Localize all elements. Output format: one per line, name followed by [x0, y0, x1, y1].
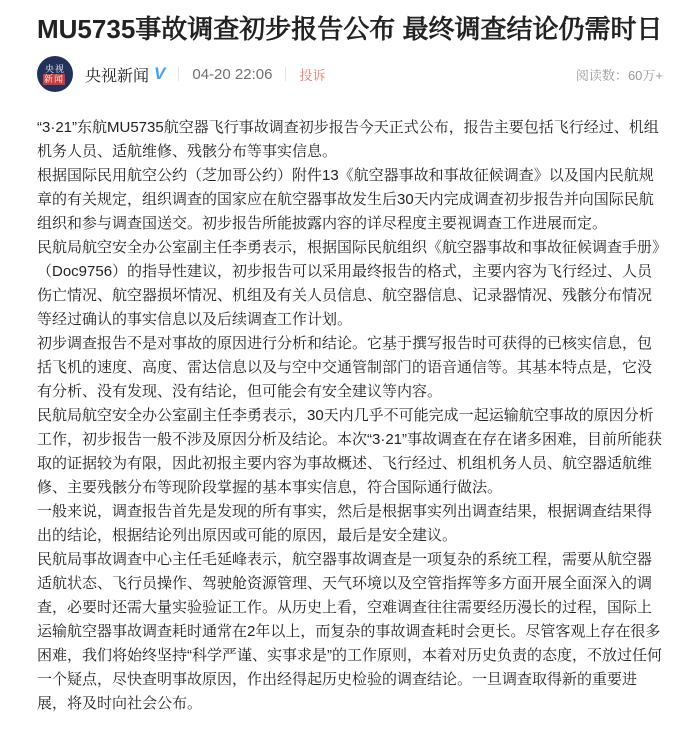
author-row [37, 56, 663, 92]
read-count-label: 阅读数： [575, 67, 628, 83]
paragraph: 民航局航空安全办公室副主任李勇表示，根据国际民航组织《航空器事故和事故征候调查手册》（Doc9756）的指导性建议，初步报告可以采用最终报告的格式，主要内容为飞行经过、人员伤亡情况、航空器损坏情况、机组及有关人员信息、航空器信息、记录器情况、残骸分布情况等经过确认的事实信息以及后续调查工作计划。 [37, 239, 660, 328]
read-count [576, 65, 663, 84]
publish-time: 04-20 22:06 [192, 65, 273, 83]
avatar-text-line1: 央视 [44, 63, 65, 74]
paragraph: 初步调查报告不是对事故的原因进行分析和结论。它基于撰写报告时可获得的已核实信息，包括飞机的速度、高度、雷达信息以及与空中交通管制部门的语音通信等。其基本特点是，它没有分析、没有发现、没有结论，但可能会有安全建议等内容。 [37, 335, 653, 400]
avatar-text-line2: 新闻 [44, 73, 65, 84]
verified-badge-icon: V [154, 64, 166, 83]
paragraph: 民航局事故调查中心主任毛延峰表示，航空器事故调查是一项复杂的系统工程，需要从航空器适航状态、飞行员操作、驾驶舱资源管理、天气环境以及空管指挥等多方面开展全面深入的调查，必要时还需大量实验验证工作。从历史上看，空难调查往往需要经历漫长的过程，国际上运输航空器事故调查耗时通常在2年以上，而复杂的事故调查耗时会更长。尽管客观上存在很多困难，我们将始终坚持“科学严谨、实事求是”的工作原则，本着对历史负责的态度，不放过任何一个疑点，尽快查明事故原因，作出经得起历史检验的调查结论。一旦调查取得新的重要进展，将及时向社会公布。 [37, 551, 662, 712]
report-link[interactable]: 投诉 [299, 67, 326, 83]
paragraph: 一般来说，调查报告首先是发现的所有事实，然后是根据事实列出调查结果，根据调查结果得出的结论，根据结论列出原因或可能的原因，最后是安全建议。 [37, 503, 653, 544]
author-name[interactable]: 央视新闻 [85, 67, 150, 85]
article-title: MU5735事故调查初步报告公布 最终调查结论仍需时日 [37, 14, 663, 44]
article-content [37, 116, 663, 716]
divider [178, 67, 179, 81]
author-avatar[interactable] [37, 56, 73, 92]
paragraph: 根据国际民用航空公约（芝加哥公约）附件13《航空器事故和事故征候调查》以及国内民航规章的有关规定，组织调查的国家应在航空器事故发生后30天内完成调查初步报告并向国际民航组织和参与调查国送交。初步报告所能披露内容的详尽程度主要视调查工作进展而定。 [37, 167, 654, 232]
paragraph: “3·21”东航MU5735航空器飞行事故调查初步报告今天正式公布，报告主要包括飞行经过、机组机务人员、适航维修、残骸分布等事实信息。 [37, 119, 659, 160]
divider [285, 67, 286, 81]
paragraph: 民航局航空安全办公室副主任李勇表示，30天内几乎不可能完成一起运输航空事故的原因分析工作，初步报告一般不涉及原因分析及结论。本次“3·21”事故调查在存在诸多困难，目前所能获取的证据较为有限，因此初报主要内容为事故概述、飞行经过、机组机务人员、航空器适航维修、主要残骸分布等现阶段掌握的基本事实信息，符合国际通行做法。 [37, 407, 663, 496]
read-count-value: 60万+ [627, 67, 663, 83]
